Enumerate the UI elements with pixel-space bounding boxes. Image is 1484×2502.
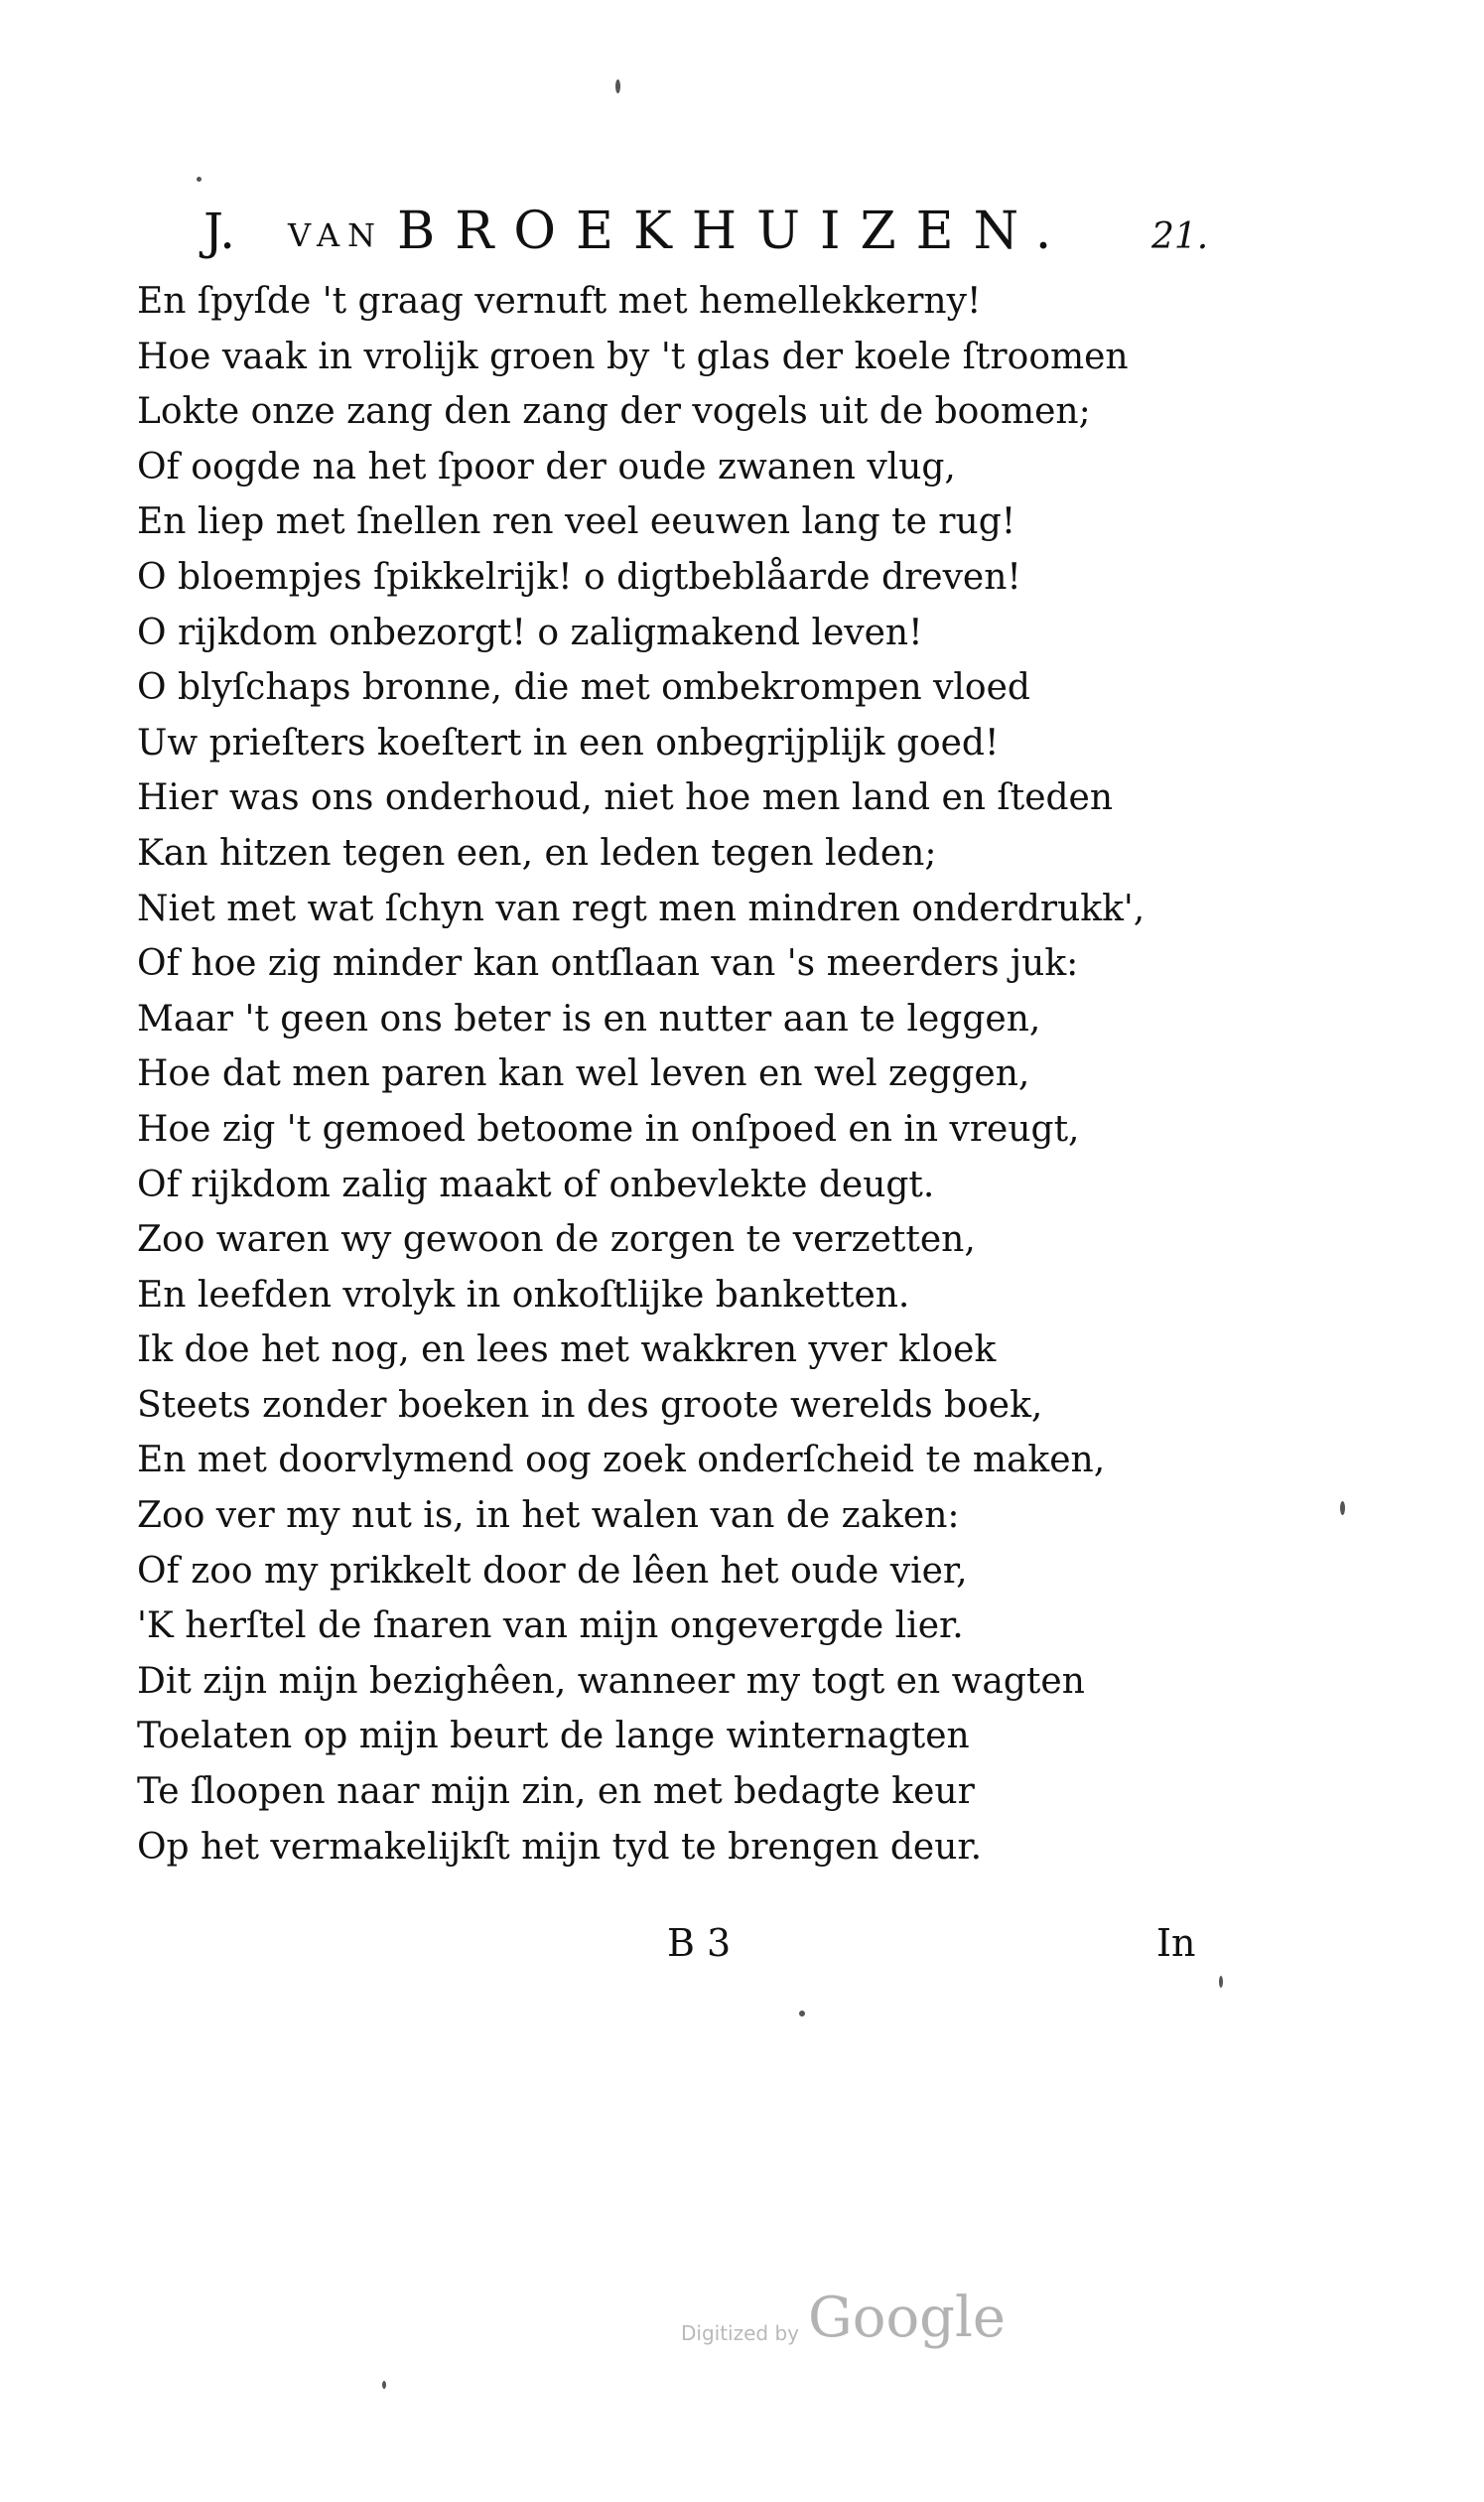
google-logo: Google [808,2286,1007,2350]
scan-speck [382,2381,386,2389]
verse-line: Niet met wat ſchyn van regt men mindren onderdrukk', [137,888,1146,929]
signature-mark: B 3 [667,1921,732,1965]
catchword: In [1156,1921,1196,1965]
verse-line: Hoe zig 't gemoed betoome in onſpoed en in vreugt, [137,1108,1080,1150]
verse-line: O rijkdom onbezorgt! o zaligmakend leven! [137,612,923,653]
verse-line: Zoo ver my nut is, in het walen van de zaken: [137,1495,960,1537]
verse-line: Lokte onze zang den zang der vogels uit de boomen; [137,391,1091,433]
author-initial: J. [203,203,236,260]
verse-line: En leefden vrolyk in onkoſtlijke banketten. [137,1274,910,1316]
author-particle: VAN [288,216,384,254]
verse-line: Op het vermakelijkſt mijn tyd te brengen deur. [137,1826,983,1868]
scan-speck [1340,1501,1345,1515]
verse-line: 'K herſtel de ſnaren van mijn ongevergde lier. [137,1605,964,1647]
author-name: BROEKHUIZEN. [397,202,1072,261]
digitized-watermark [681,2284,1038,2363]
verse-line: Dit zijn mijn bezighêen, wanneer my togt en wagten [137,1660,1085,1702]
verse-line: Te ſloopen naar mijn zin, en met bedagte keur [137,1771,975,1813]
verse-line: En met doorvlymend oog zoek onderſcheid te maken, [137,1440,1106,1481]
verse-line: Toelaten op mijn beurt de lange winternagten [137,1716,970,1757]
verse-line: Hier was ons onderhoud, niet hoe men land en ſteden [137,777,1114,819]
scan-speck [615,79,620,93]
scan-speck [197,177,202,182]
verse-line: En ſpyſde 't graag vernuft met hemellekkerny! [137,281,982,322]
verse-line: Zoo waren wy gewoon de zorgen te verzetten, [137,1219,976,1261]
verse-line: Hoe vaak in vrolijk groen by 't glas der koele ſtroomen [137,336,1129,377]
running-head [203,197,1209,266]
scan-speck [799,2011,805,2016]
verse-line: Of hoe zig minder kan ontſlaan van 's meerders juk: [137,943,1079,985]
verse-line: Of oogde na het ſpoor der oude zwanen vlug, [137,446,956,487]
verse-line: Steets zonder boeken in des groote werelds boek, [137,1384,1043,1426]
poem-text [137,274,1229,1875]
verse-line: O bloempjes ſpikkelrijk! o digtbeblåarde dreven! [137,556,1021,598]
scan-speck [1219,1976,1223,1988]
watermark-caption: Digitized by [681,2321,799,2345]
verse-line: Hoe dat men paren kan wel leven en wel zeggen, [137,1053,1030,1095]
verse-line: Maar 't geen ons beter is en nutter aan te leggen, [137,998,1041,1040]
verse-line: Of zoo my prikkelt door de lêen het oude vier, [137,1550,968,1592]
verse-line: Ik doe het nog, en lees met wakkren yver kloek [137,1329,997,1371]
verse-line: Kan hitzen tegen een, en leden tegen leden; [137,832,937,874]
verse-line: Of rijkdom zalig maakt of onbevlekte deugt. [137,1164,935,1205]
page-number: 21. [1151,216,1209,257]
verse-line: En liep met ſnellen ren veel eeuwen lang te rug! [137,501,1016,543]
verse-line: Uw prieſters koeſtert in een onbegrijplijk goed! [137,722,1000,764]
verse-line: O blyſchaps bronne, die met ombekrompen vloed [137,667,1030,709]
